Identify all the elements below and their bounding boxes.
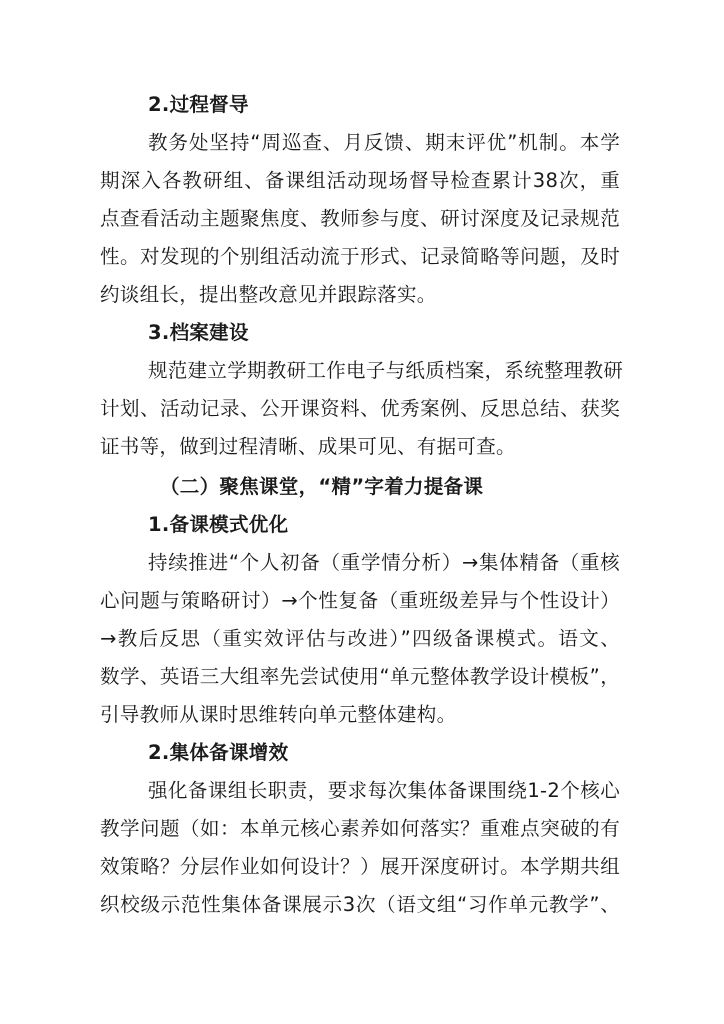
- paragraph-line: 性。对发现的个别组活动流于形式、记录简略等问题，及时: [100, 245, 620, 268]
- paragraph-line: 计划、活动记录、公开课资料、优秀案例、反思总结、获奖: [100, 397, 620, 420]
- paragraph-line: 心问题与策略研讨）→个性复备（重班级差异与个性设计）: [100, 589, 620, 612]
- section-heading-lesson-prep: （二）聚焦课堂，“精”字着力提备课: [160, 475, 484, 498]
- heading-process-supervision: 2.过程督导: [148, 93, 249, 116]
- paragraph-line: 引导教师从课时思维转向单元整体建构。: [100, 703, 457, 726]
- paragraph-line: 证书等，做到过程清晰、成果可见、有据可查。: [100, 435, 516, 458]
- paragraph-line: 教务处坚持“周巡查、月反馈、期末评优”机制。本学: [148, 131, 620, 154]
- paragraph-line: 数学、英语三大组率先尝试使用“单元整体教学设计模板”，: [100, 665, 620, 688]
- heading-prep-mode-optimization: 1.备课模式优化: [148, 513, 289, 536]
- paragraph-line: 点查看活动主题聚焦度、教师参与度、研讨深度及记录规范: [100, 207, 620, 230]
- paragraph-line: 规范建立学期教研工作电子与纸质档案，系统整理教研: [148, 359, 624, 382]
- paragraph-line: 期深入各教研组、备课组活动现场督导检查累计38次，重: [100, 169, 620, 192]
- paragraph-line: 持续推进“个人初备（重学情分析）→集体精备（重核: [148, 551, 620, 574]
- heading-collective-prep: 2.集体备课增效: [148, 741, 289, 764]
- paragraph-line: 织校级示范性集体备课展示3次（语文组“习作单元教学”、: [100, 893, 620, 916]
- paragraph-line: →教后反思（重实效评估与改进）”四级备课模式。语文、: [100, 627, 620, 650]
- paragraph-line: 强化备课组长职责，要求每次集体备课围绕1-2个核心: [148, 779, 620, 802]
- paragraph-line: 效策略？分层作业如何设计？）展开深度研讨。本学期共组: [100, 855, 620, 878]
- paragraph-line: 教学问题（如：本单元核心素养如何落实？重难点突破的有: [100, 817, 620, 840]
- heading-archive-building: 3.档案建设: [148, 321, 249, 344]
- paragraph-line: 约谈组长，提出整改意见并跟踪落实。: [100, 283, 437, 306]
